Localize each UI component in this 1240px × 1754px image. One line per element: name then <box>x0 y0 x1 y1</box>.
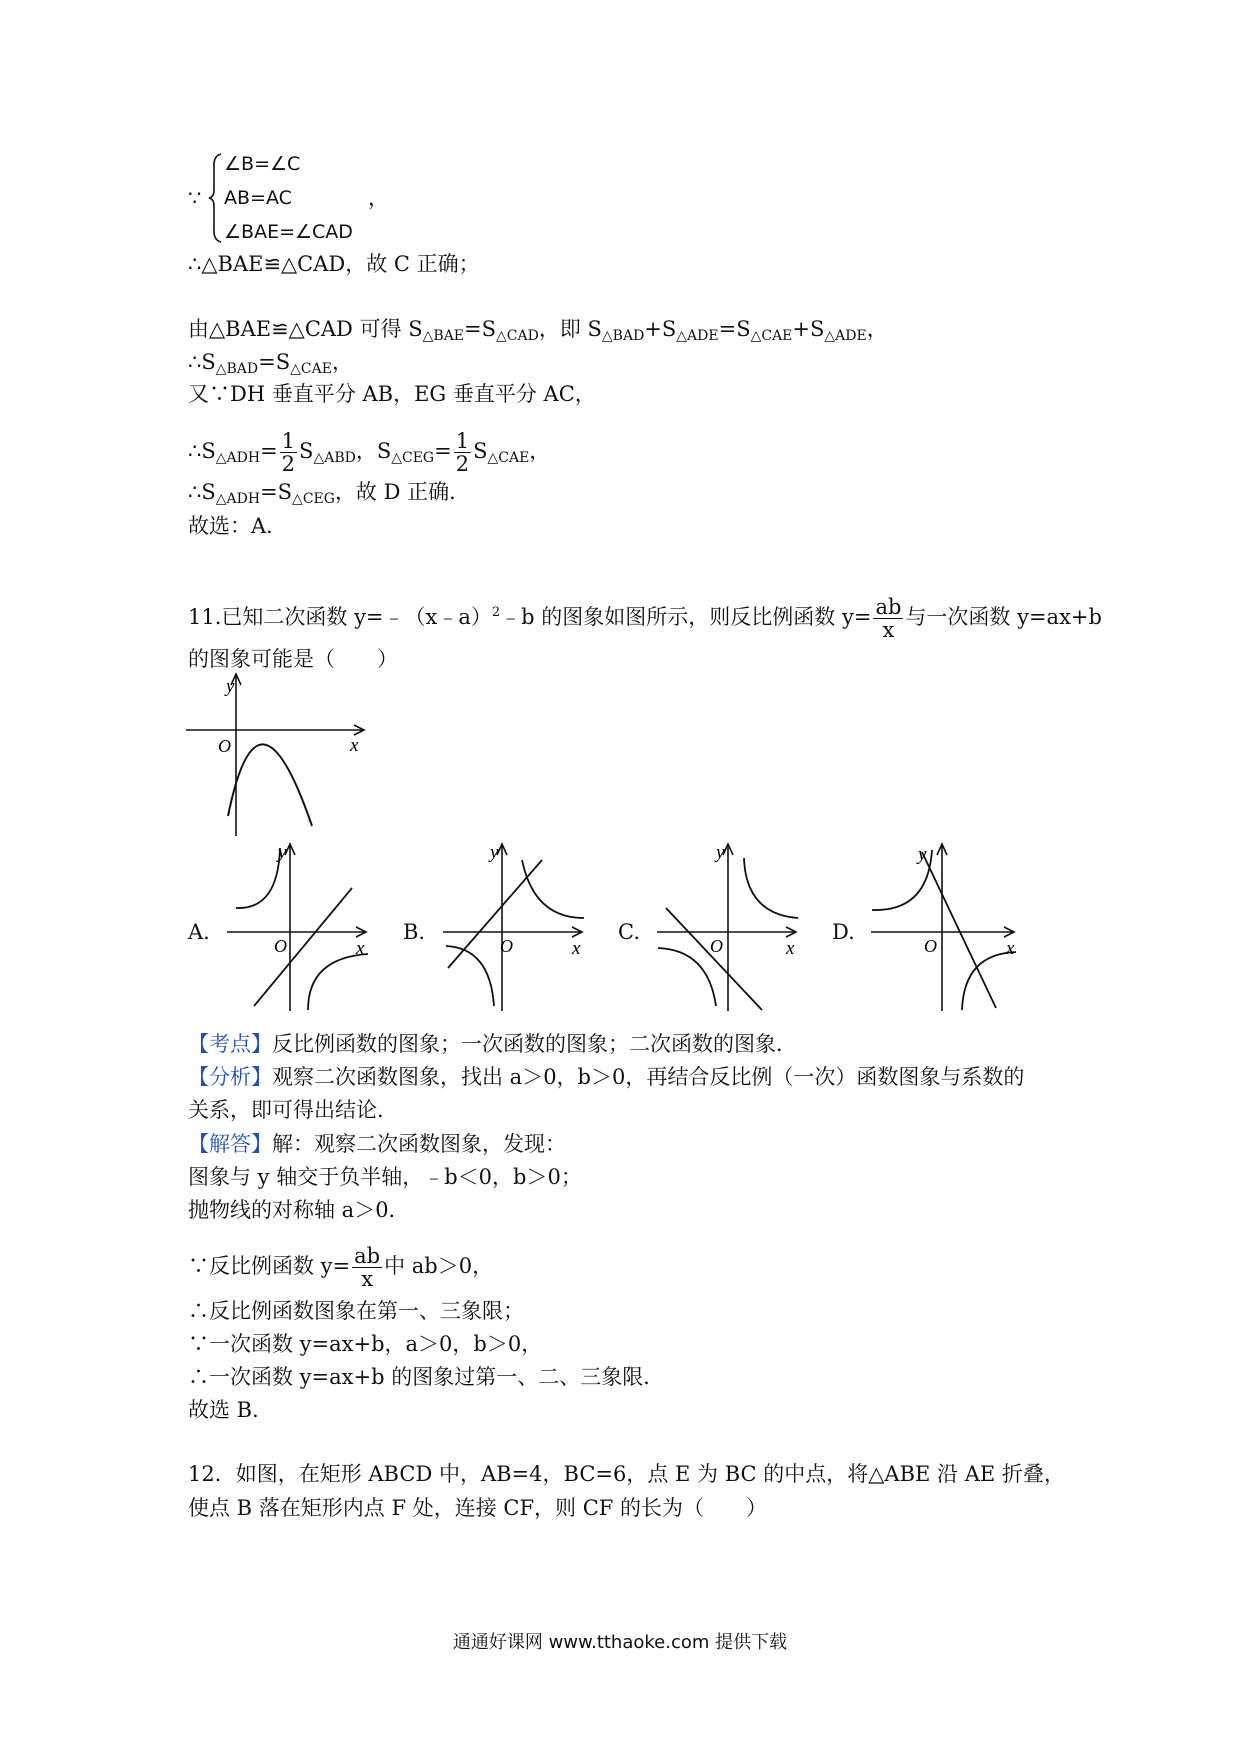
jieda-line: 【解答】解：观察二次函数图象，发现： <box>188 1132 566 1156</box>
proof-conclusion: 故选：A． <box>188 514 288 538</box>
svg-text:O: O <box>500 936 513 956</box>
q11-line-2: 的图象可能是（ ） <box>188 647 398 671</box>
proof-line-3: $\therefore S_{\triangle BAD}=S_{\triangle CAE}$， <box>188 350 353 377</box>
option-d-label: D. <box>832 920 855 944</box>
svg-text:O: O <box>274 936 287 956</box>
svg-text:y: y <box>278 842 287 863</box>
system-row-3: ∠BAE=∠CAD <box>224 221 353 243</box>
option-c-label: C. <box>618 920 640 944</box>
axis-x-label: x <box>350 735 359 756</box>
svg-text:x: x <box>356 938 365 959</box>
option-b-label: B. <box>403 920 426 944</box>
svg-text:x: x <box>786 938 795 959</box>
proof-line-4: 又∵DH 垂直平分 AB，EG 垂直平分 AC， <box>188 382 596 406</box>
fenxi-line-1: 【分析】观察二次函数图象，找出 a＞0，b＞0，再结合反比例（一次）函数图象与系数的 <box>188 1065 1025 1089</box>
svg-text:y: y <box>918 844 927 865</box>
origin-label: O <box>218 736 231 756</box>
fenxi-tag: 【分析】 <box>188 1065 272 1089</box>
system-row-2: AB=AC <box>224 187 292 209</box>
proof-line-5: $\therefore S_{\triangle ADH}=$ $\frac{1}{2}$ $S_{\triangle ABD}$，$S_{\triangle CEG}=$ $\frac{1}{2}$ $S_{\triangle CAE}$， <box>188 429 551 476</box>
option-b-graph <box>438 838 594 1013</box>
footer-source: 通通好课网 www.tthaoke.com 提供下载 <box>452 1632 788 1653</box>
svg-text:y: y <box>716 842 725 863</box>
svg-text:y: y <box>490 842 499 863</box>
left-brace-icon <box>207 152 223 244</box>
kaodian-tag: 【考点】 <box>188 1032 272 1056</box>
option-a-label: A. <box>188 920 210 944</box>
axis-y-label: y <box>226 676 235 697</box>
because-symbol: ∵ <box>188 186 202 210</box>
quadratic-graph <box>186 668 376 838</box>
proof-line-6: $\therefore S_{\triangle ADH}=S_{\triangle CEG}$，故 D 正确． <box>188 480 471 507</box>
fraction-ab-over-x: $\frac{ab}{x}$ <box>875 595 902 642</box>
solution-line-3: ∵反比例函数 y= $\frac{ab}{x}$ 中 ab＞0， <box>188 1244 494 1291</box>
solution-conclusion: 故选 B． <box>188 1398 274 1422</box>
fraction-ab-over-x-2: $\frac{ab}{x}$ <box>354 1244 381 1291</box>
solution-line-4: ∴反比例函数图象在第一、三象限； <box>188 1299 524 1323</box>
svg-text:x: x <box>572 938 581 959</box>
solution-line-2: 抛物线的对称轴 a＞0． <box>188 1198 410 1222</box>
kaodian-line: 【考点】反比例函数的图象；一次函数的图象；二次函数的图象． <box>188 1032 797 1056</box>
solution-line-5: ∵一次函数 y=ax+b，a＞0，b＞0， <box>188 1332 543 1356</box>
proof-line-2: 由△BAE≌△CAD 可得 $S_{\triangle BAE}=S_{\triangle CAD}$，即 $S_{\triangle BAD}+S_{\triangle ADE}=S_{\triangle CAE}+S_{\triangle ADE}$， <box>188 317 888 344</box>
jieda-tag: 【解答】 <box>188 1132 272 1156</box>
fraction-half-1: $\frac{1}{2}$ <box>281 429 296 476</box>
q12-line-1: 12．如图，在矩形 ABCD 中，AB=4，BC=6，点 E 为 BC 的中点，将△ABE 沿 AE 折叠， <box>188 1462 1065 1486</box>
option-c-graph <box>652 838 808 1013</box>
solution-line-1: 图象与 y 轴交于负半轴，﹣b＜0，b＞0； <box>188 1165 582 1189</box>
q11-line-1: 11.已知二次函数 y=﹣（x﹣a）$^2$﹣b 的图象如图所示，则反比例函数 y= $\frac{ab}{x}$ 与一次函数 y=ax+b <box>188 595 1102 642</box>
svg-text:x: x <box>1006 938 1015 959</box>
solution-line-6: ∴一次函数 y=ax+b 的图象过第一、二、三象限． <box>188 1365 665 1389</box>
option-d-graph <box>866 838 1026 1013</box>
svg-text:O: O <box>710 936 723 956</box>
system-row-1: ∠B=∠C <box>224 153 301 175</box>
fenxi-line-2: 关系，即可得出结论． <box>188 1098 398 1122</box>
system-comma: ， <box>368 186 389 210</box>
proof-line-1: ∴△BAE≌△CAD，故 C 正确； <box>188 252 480 276</box>
fraction-half-2: $\frac{1}{2}$ <box>455 429 470 476</box>
option-a-graph <box>222 838 378 1013</box>
svg-text:O: O <box>924 936 937 956</box>
q12-line-2: 使点 B 落在矩形内点 F 处，连接 CF，则 CF 的长为（ ） <box>188 1496 768 1520</box>
